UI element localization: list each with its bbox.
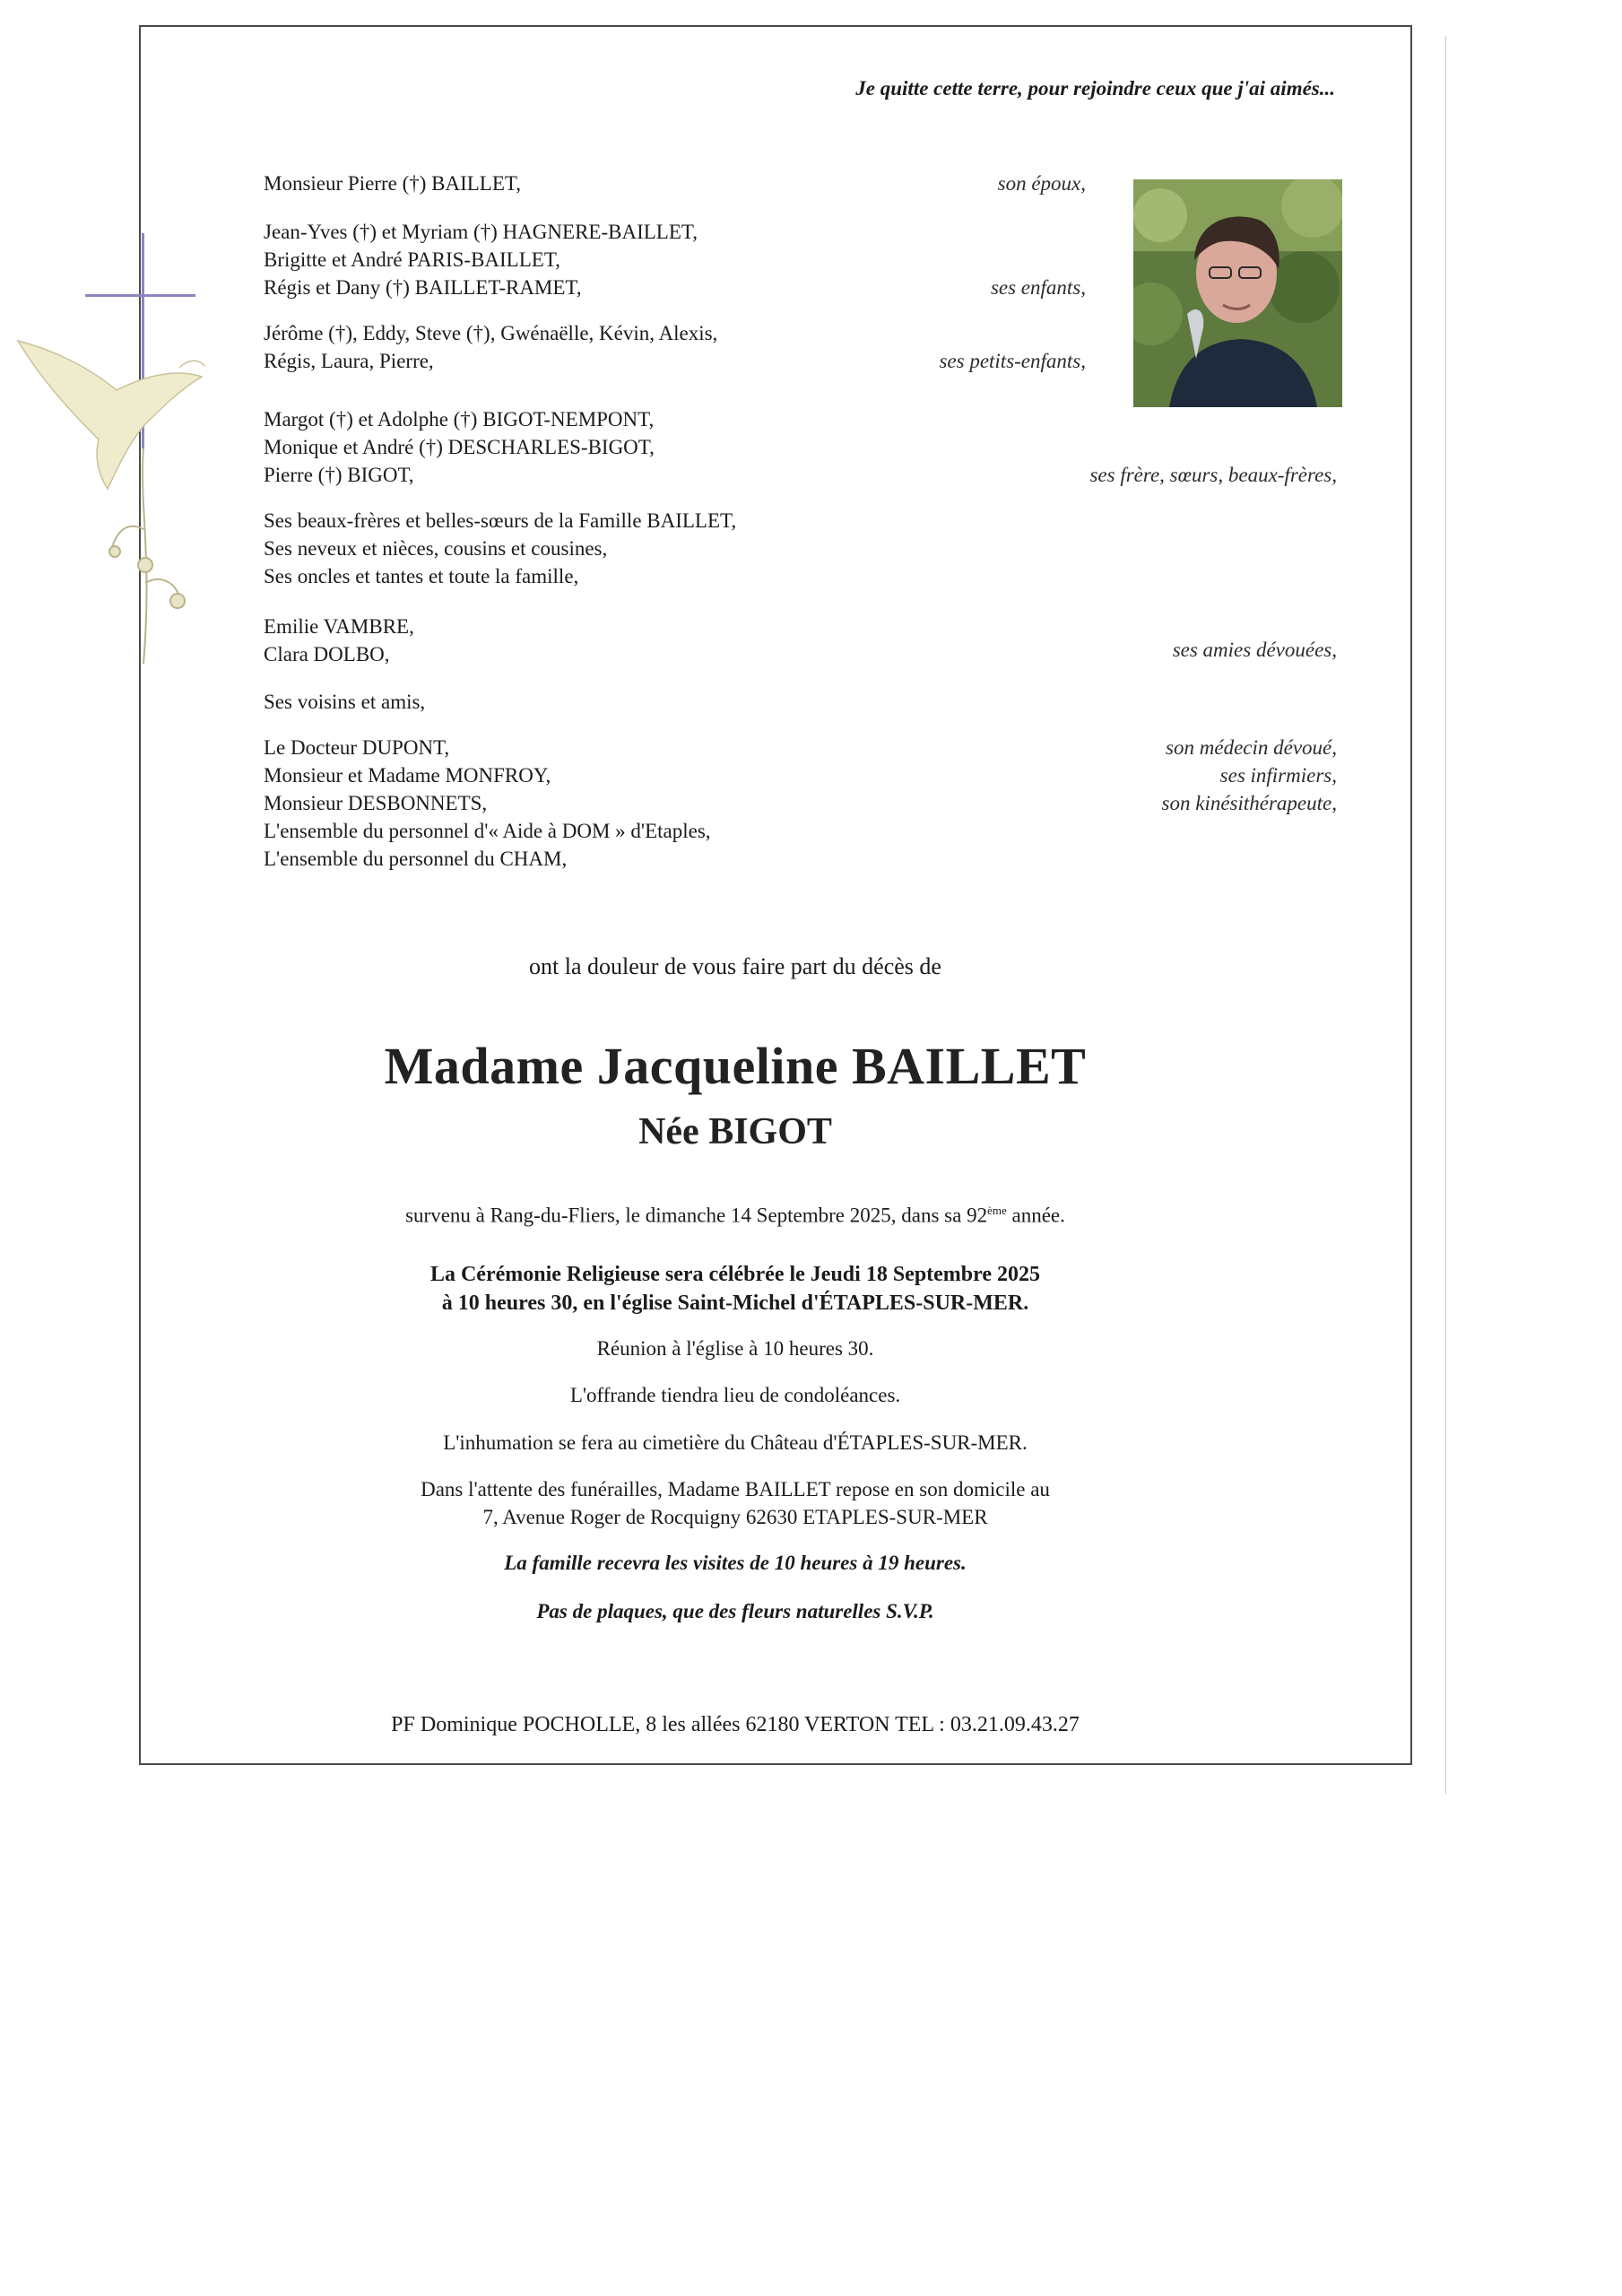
repose-line: Dans l'attente des funérailles, Madame BAILLET repose en son domicile au: [421, 1478, 1050, 1500]
repose-line: 7, Avenue Roger de Rocquigny 62630 ETAPLES-SUR-MER: [482, 1506, 988, 1528]
role-caregivers: [1162, 734, 1337, 817]
family-line: Jean-Yves (†) et Myriam (†) HAGNERE-BAILLET,: [264, 221, 698, 243]
family-line: L'ensemble du personnel d'« Aide à DOM » d'Etaples,: [264, 820, 711, 842]
family-group-extended: [264, 507, 891, 590]
family-group-siblings: [264, 405, 891, 489]
ceremony-line: La Cérémonie Religieuse sera célébrée le Jeudi 18 Septembre 2025: [429, 1263, 1041, 1286]
visits-info: La famille recevra les visites de 10 heures à 19 heures.: [504, 1552, 967, 1574]
family-group-friends: [264, 613, 891, 668]
announcement: ont la douleur de vous faire part du décès de: [529, 953, 941, 979]
role-line: ses amies dévouées,: [1172, 639, 1337, 661]
no-plaques-info: Pas de plaques, que des fleurs naturelles S.V.P.: [536, 1600, 934, 1622]
family-line: Pierre (†) BIGOT,: [264, 464, 414, 486]
cross-dove-decoration: [9, 233, 224, 682]
role-line: son kinésithérapeute,: [1161, 792, 1337, 814]
family-line: Régis, Laura, Pierre,: [264, 350, 434, 372]
death-notice-ordinal: ème: [987, 1204, 1007, 1217]
role-line: ses enfants,: [990, 276, 1086, 299]
family-group-spouse: [264, 170, 891, 197]
repose-info: [139, 1475, 1331, 1531]
role-grandchildren: [939, 347, 1086, 375]
family-line: Régis et Dany (†) BAILLET-RAMET,: [264, 276, 582, 299]
family-group-caregivers: [264, 734, 891, 873]
family-line: Monique et André (†) DESCHARLES-BIGOT,: [264, 436, 655, 458]
family-line: Monsieur et Madame MONFROY,: [264, 764, 551, 787]
role-children: [991, 274, 1086, 301]
epigraph: Je quitte cette terre, pour rejoindre ceux que j'ai aimés...: [855, 77, 1335, 100]
role-line: ses infirmiers,: [1219, 764, 1337, 787]
funeral-home-footer: PF Dominique POCHOLLE, 8 les allées 62180 VERTON TEL : 03.21.09.43.27: [391, 1713, 1080, 1736]
family-line: L'ensemble du personnel du CHAM,: [264, 848, 568, 870]
dove-icon: [18, 341, 204, 489]
family-group-grandchildren: [264, 319, 891, 375]
portrait-photo: [1133, 179, 1342, 407]
role-friends: [1173, 636, 1337, 664]
deceased-name: Madame Jacqueline BAILLET: [384, 1037, 1087, 1095]
role-line: ses frère, sœurs, beaux-frères,: [1089, 464, 1337, 486]
family-line: Le Docteur DUPONT,: [264, 736, 450, 759]
family-line: Clara DOLBO,: [264, 643, 390, 665]
burial-info: L'inhumation se fera au cimetière du Château d'ÉTAPLES-SUR-MER.: [443, 1431, 1028, 1454]
family-line: Monsieur DESBONNETS,: [264, 792, 488, 814]
family-line: Ses beaux-frères et belles-sœurs de la Famille BAILLET,: [264, 509, 737, 532]
family-group-neighbours: [264, 688, 891, 716]
family-line: Brigitte et André PARIS-BAILLET,: [264, 248, 560, 271]
offering-info: L'offrande tiendra lieu de condoléances.: [569, 1384, 901, 1406]
role-siblings: [1089, 461, 1337, 489]
family-line: Ses oncles et tantes et toute la famille,: [264, 565, 579, 587]
role-line: son médecin dévoué,: [1166, 736, 1337, 759]
death-notice: [139, 1204, 1331, 1228]
flower-stem-icon: [109, 448, 185, 664]
family-line: Monsieur Pierre (†) BAILLET,: [264, 172, 521, 195]
ceremony-info: [139, 1260, 1331, 1318]
role-spouse: [998, 170, 1086, 197]
family-line: Emilie VAMBRE,: [264, 615, 414, 638]
role-line: ses petits-enfants,: [939, 350, 1086, 372]
page-edge-line: [1445, 36, 1446, 1794]
ceremony-line: à 10 heures 30, en l'église Saint-Michel d'ÉTAPLES-SUR-MER.: [441, 1292, 1029, 1315]
family-line: Margot (†) et Adolphe (†) BIGOT-NEMPONT,: [264, 408, 655, 430]
death-notice-suffix: année.: [1006, 1204, 1065, 1227]
meeting-info: Réunion à l'église à 10 heures 30.: [596, 1337, 874, 1360]
family-line: Ses voisins et amis,: [264, 691, 426, 713]
family-group-children: [264, 218, 891, 301]
family-line: Ses neveux et nièces, cousins et cousines,: [264, 537, 608, 560]
death-notice-text: survenu à Rang-du-Fliers, le dimanche 14 Septembre 2025, dans sa 92: [405, 1204, 988, 1227]
birth-name: Née BIGOT: [638, 1111, 832, 1152]
role-line: son époux,: [997, 172, 1086, 195]
family-line: Jérôme (†), Eddy, Steve (†), Gwénaëlle, Kévin, Alexis,: [264, 322, 718, 344]
